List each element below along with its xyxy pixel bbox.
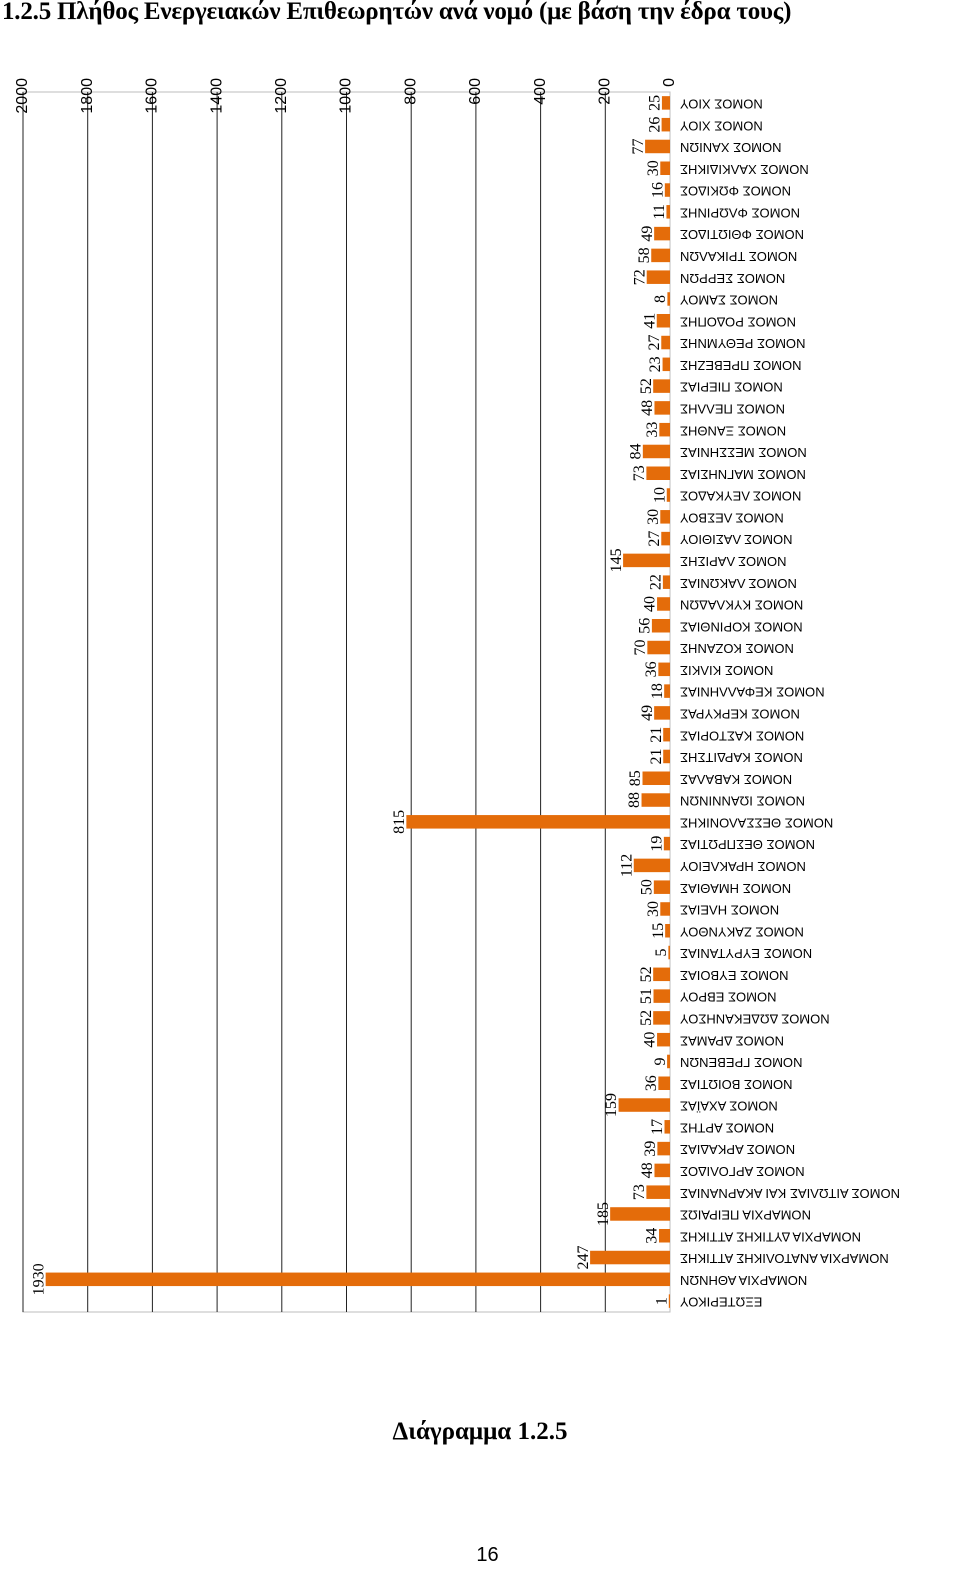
figure-caption: Διάγραμμα 1.2.5 — [392, 1418, 568, 1445]
value-label: 27 — [645, 530, 663, 547]
x-tick-label: 1200 — [273, 78, 291, 114]
x-tick-label: 1400 — [208, 78, 226, 114]
category-label: ΝΟΜΟΣ ΜΕΣΣΗΝΙΑΣ — [680, 445, 807, 461]
bar — [651, 249, 670, 263]
value-label: 51 — [638, 988, 656, 1005]
value-label: 18 — [648, 683, 666, 700]
x-tick-label: 1000 — [337, 78, 355, 114]
value-label: 49 — [638, 704, 656, 721]
value-label: 58 — [635, 247, 653, 264]
value-label: 50 — [638, 879, 656, 896]
category-label: ΝΟΜΟΣ ΑΡΤΗΣ — [680, 1120, 775, 1136]
value-label: 33 — [643, 421, 661, 438]
category-label: ΝΟΜΟΣ ΚΑΡΔΙΤΣΗΣ — [680, 750, 803, 766]
value-label: 9 — [651, 1057, 669, 1066]
category-label: ΝΟΜΟΣ ΧΑΛΚΙΔΙΚΗΣ — [680, 161, 809, 177]
value-label: 56 — [636, 617, 654, 634]
value-label: 19 — [648, 835, 666, 852]
bar — [657, 597, 670, 611]
value-label: 48 — [639, 399, 657, 416]
category-label: ΝΟΜΟΣ ΠΕΛΛΗΣ — [680, 401, 785, 417]
value-label: 16 — [649, 182, 667, 199]
value-label: 39 — [642, 1140, 660, 1157]
value-label: 70 — [632, 639, 650, 656]
category-label: ΝΟΜΟΣ ΜΑΓΝΗΣΙΑΣ — [680, 466, 806, 482]
bar — [46, 1273, 670, 1287]
value-label: 23 — [647, 356, 665, 373]
value-label: 40 — [641, 1031, 659, 1048]
x-tick-label: 1800 — [78, 78, 96, 114]
x-tick-label: 1600 — [143, 78, 161, 114]
category-label: ΝΟΜΟΣ ΠΙΕΡΙΑΣ — [680, 379, 783, 395]
bar — [647, 641, 670, 655]
category-label: ΝΟΜΟΣ ΕΒΡΟΥ — [680, 989, 777, 1005]
x-tick-label: 400 — [531, 78, 549, 105]
bar — [654, 401, 670, 415]
category-label: ΝΟΜΟΣ ΛΑΣΙΘΙΟΥ — [680, 532, 793, 548]
bar — [657, 314, 670, 328]
category-label: ΝΟΜΟΣ ΚΑΣΤΟΡΙΑΣ — [680, 728, 805, 744]
value-label: 159 — [603, 1093, 621, 1118]
bar — [634, 859, 670, 873]
category-label: ΝΟΜΟΣ ΕΥΡΥΤΑΝΙΑΣ — [680, 946, 813, 962]
bar — [657, 1033, 670, 1047]
category-label: ΝΟΜΟΣ ΚΕΡΚΥΡΑΣ — [680, 706, 800, 722]
value-label: 30 — [644, 160, 662, 177]
x-tick-label: 2000 — [14, 78, 32, 114]
value-label: 52 — [637, 966, 655, 983]
category-label: ΝΟΜΟΣ ΙΩΑΝΝΙΝΩΝ — [680, 793, 805, 809]
category-label: ΝΟΜΟΣ ΚΟΡΙΝΘΙΑΣ — [680, 619, 803, 635]
value-label: 52 — [637, 1009, 655, 1026]
bar — [657, 1142, 670, 1156]
category-label: ΝΟΜΟΣ ΤΡΙΚΑΛΩΝ — [680, 248, 798, 264]
value-label: 84 — [627, 443, 645, 460]
bar — [654, 880, 670, 894]
bar — [653, 379, 670, 393]
value-label: 77 — [629, 138, 647, 155]
bar — [645, 140, 670, 154]
bar — [642, 793, 670, 807]
bar — [646, 1185, 670, 1199]
value-label: 30 — [644, 508, 662, 525]
category-label: ΝΟΜΟΣ ΑΙΤΩΛΙΑΣ ΚΑΙ ΑΚΑΡΝΑΝΙΑΣ — [680, 1185, 900, 1201]
category-label: ΝΟΜΟΣ ΦΩΚΙΔΟΣ — [680, 183, 792, 199]
category-label: ΝΟΜΟΣ ΘΕΣΣΑΛΟΝΙΚΗΣ — [680, 815, 834, 831]
category-label: ΝΟΜΑΡΧΙΑ ΑΝΑΤΟΛΙΚΗΣ ΑΤΤΙΚΗΣ — [680, 1251, 889, 1267]
category-label: ΝΟΜΟΣ ΚΥΚΛΑΔΩΝ — [680, 597, 804, 613]
value-label: 88 — [626, 792, 644, 809]
x-tick-label: 0 — [661, 78, 679, 87]
bar — [623, 554, 670, 568]
value-label: 41 — [641, 312, 659, 329]
category-label: ΝΟΜΑΡΧΙΑ ΑΘΗΝΩΝ — [680, 1272, 808, 1288]
x-tick-label: 800 — [402, 78, 420, 105]
value-label: 48 — [639, 1162, 657, 1179]
category-label: ΝΟΜΟΣ ΣΑΜΟΥ — [680, 292, 778, 308]
value-label: 15 — [649, 922, 667, 939]
value-label: 73 — [631, 1184, 649, 1201]
value-label: 52 — [637, 378, 655, 395]
category-label: ΝΟΜΟΣ ΚΟΖΑΝΗΣ — [680, 641, 794, 657]
category-label: ΝΟΜΟΣ ΑΧΑΪΑΣ — [680, 1098, 778, 1114]
bar — [653, 968, 670, 982]
category-label: ΝΟΜΟΣ ΕΥΒΟΙΑΣ — [680, 967, 789, 983]
bar — [654, 989, 670, 1003]
value-label: 26 — [646, 116, 664, 133]
category-label: ΝΟΜΟΣ ΧΙΟΥ — [680, 96, 763, 112]
category-label: ΝΟΜΟΣ ΠΡΕΒΕΖΗΣ — [680, 357, 802, 373]
category-label: ΝΟΜΟΣ ΣΕΡΡΩΝ — [680, 270, 786, 286]
value-label: 185 — [594, 1201, 612, 1226]
value-label: 247 — [574, 1245, 592, 1270]
value-label: 36 — [643, 661, 661, 678]
value-label: 85 — [627, 770, 645, 787]
value-label: 11 — [651, 204, 669, 220]
category-label: ΝΟΜΑΡΧΙΑ ΠΕΙΡΑΙΩΣ — [680, 1207, 811, 1223]
bar — [643, 771, 670, 785]
value-label: 815 — [391, 809, 409, 834]
category-label: ΝΟΜΟΣ ΦΘΙΩΤΙΔΟΣ — [680, 227, 805, 243]
value-label: 1 — [653, 1297, 671, 1306]
bar — [652, 619, 670, 633]
category-label: ΝΟΜΟΣ ΗΜΑΘΙΑΣ — [680, 880, 792, 896]
x-tick-label: 600 — [467, 78, 485, 105]
bar — [658, 663, 670, 677]
value-label: 21 — [647, 726, 665, 743]
category-label: ΝΟΜΟΣ ΑΡΓΟΛΙΔΟΣ — [680, 1163, 805, 1179]
bar — [653, 1011, 670, 1025]
value-label: 17 — [649, 1118, 667, 1135]
category-label: ΝΟΜΟΣ ΓΡΕΒΕΝΩΝ — [680, 1055, 803, 1071]
bar — [647, 270, 670, 284]
category-label: ΝΟΜΟΣ ΛΑΡΙΣΗΣ — [680, 553, 787, 569]
category-label: ΝΟΜΟΣ ΛΕΣΒΟΥ — [680, 510, 784, 526]
bar — [619, 1098, 670, 1112]
category-label: ΝΟΜΟΣ ΔΡΑΜΑΣ — [680, 1033, 784, 1049]
value-label: 27 — [645, 334, 663, 351]
value-label: 73 — [631, 465, 649, 482]
value-label: 72 — [631, 269, 649, 286]
category-label: ΝΟΜΟΣ ΡΕΘΥΜΝΗΣ — [680, 336, 806, 352]
value-label: 1930 — [30, 1263, 48, 1296]
bar — [643, 445, 670, 459]
bar — [590, 1251, 670, 1265]
value-label: 112 — [618, 853, 636, 878]
bar — [610, 1207, 670, 1221]
category-label: ΝΟΜΟΣ ΡΟΔΟΠΗΣ — [680, 314, 796, 330]
category-label: ΝΟΜΟΣ ΑΡΚΑΔΙΑΣ — [680, 1142, 796, 1158]
category-label: ΝΟΜΟΣ ΧΙΟΥ — [680, 118, 763, 134]
value-label: 40 — [641, 595, 659, 612]
value-label: 49 — [638, 225, 656, 242]
value-label: 22 — [647, 574, 665, 591]
category-label: ΕΞΩΤΕΡΙΚΟΥ — [680, 1294, 763, 1310]
category-label: ΝΟΜΟΣ ΘΕΣΠΡΩΤΙΑΣ — [680, 837, 815, 853]
section-heading: 1.2.5 Πλήθος Ενεργειακών Επιθεωρητών ανά νομό (με βάση την έδρα τους) — [2, 0, 792, 25]
value-label: 8 — [652, 294, 670, 303]
page-number: 16 — [476, 1544, 499, 1566]
value-label: 21 — [647, 748, 665, 765]
value-label: 145 — [607, 548, 625, 573]
category-label: ΝΟΜΟΣ ΧΑΝΙΩΝ — [680, 140, 782, 156]
bar — [654, 227, 670, 241]
category-label: ΝΟΜΟΣ ΚΙΛΚΙΣ — [680, 662, 774, 678]
category-label: ΝΟΜΟΣ ΖΑΚΥΝΘΟΥ — [680, 924, 804, 940]
category-label: ΝΟΜΟΣ ΗΛΕΙΑΣ — [680, 902, 780, 918]
category-label: ΝΟΜΟΣ ΦΛΩΡΙΝΗΣ — [680, 205, 800, 221]
category-label: ΝΟΜΟΣ ΔΩΔΕΚΑΝΗΣΟΥ — [680, 1011, 830, 1027]
category-label: ΝΟΜΟΣ ΒΟΙΩΤΙΑΣ — [680, 1076, 793, 1092]
value-label: 36 — [643, 1075, 661, 1092]
bar — [658, 1076, 670, 1090]
bar — [646, 466, 670, 480]
category-label: ΝΟΜΟΣ ΛΕΥΚΑΔΟΣ — [680, 488, 802, 504]
x-tick-label: 200 — [596, 78, 614, 105]
value-label: 30 — [644, 900, 662, 917]
category-label: ΝΟΜΑΡΧΙΑ ΔΥΤΙΚΗΣ ΑΤΤΙΚΗΣ — [680, 1229, 862, 1245]
value-label: 5 — [653, 948, 671, 957]
value-label: 34 — [643, 1227, 661, 1244]
value-label: 10 — [651, 487, 669, 504]
category-label: ΝΟΜΟΣ ΞΑΝΘΗΣ — [680, 423, 787, 439]
category-label: ΝΟΜΟΣ ΚΑΒΑΛΑΣ — [680, 771, 793, 787]
category-label: ΝΟΜΟΣ ΗΡΑΚΛΕΙΟΥ — [680, 858, 806, 874]
category-label: ΝΟΜΟΣ ΚΕΦΑΛΛΗΝΙΑΣ — [680, 684, 825, 700]
bar — [654, 1164, 670, 1178]
bar — [406, 815, 670, 829]
bar — [654, 706, 670, 720]
category-label: ΝΟΜΟΣ ΛΑΚΩΝΙΑΣ — [680, 575, 797, 591]
value-label: 25 — [646, 94, 664, 111]
